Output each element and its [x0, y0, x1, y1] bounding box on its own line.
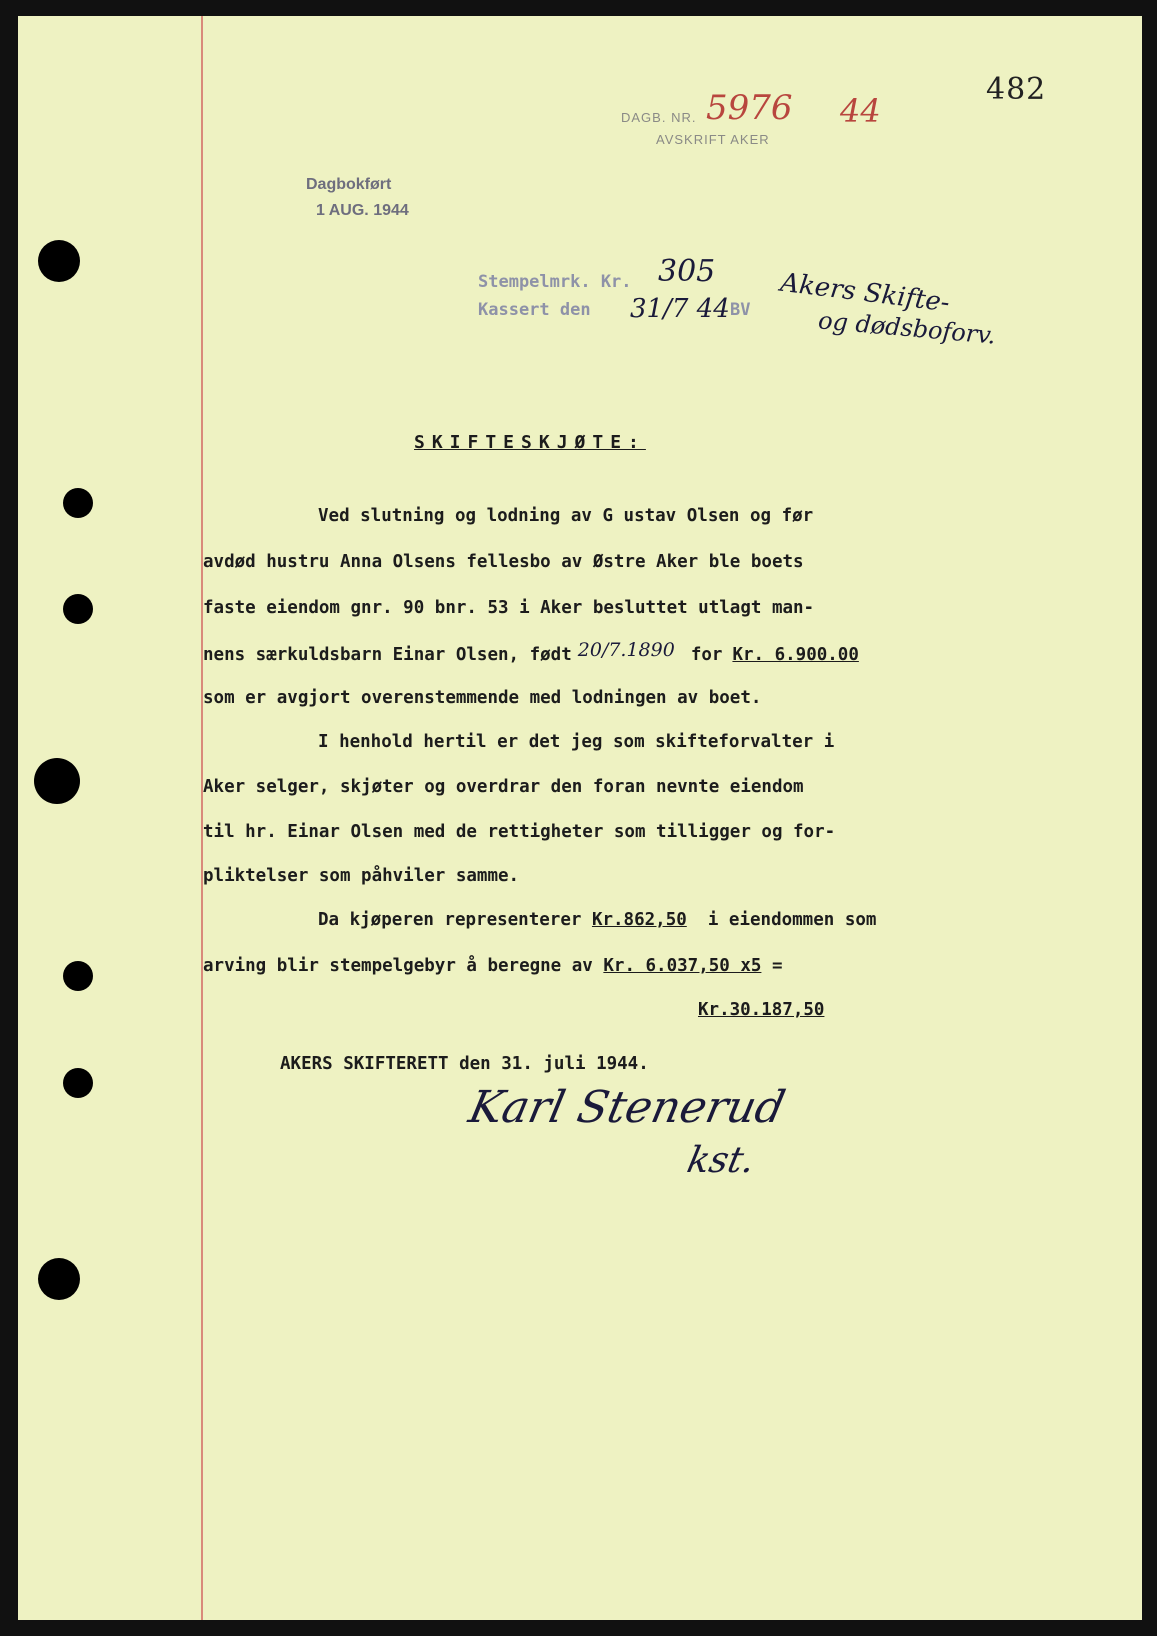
- received-stamp-date: 1 AUG. 1944: [316, 202, 409, 219]
- kassert-label: Kassert den: [478, 300, 591, 320]
- kassert-date: 31/7 44: [630, 294, 730, 324]
- kassert-initials: BV: [730, 300, 751, 320]
- closing-line: AKERS SKIFTERETT den 31. juli 1944.: [280, 1054, 649, 1074]
- punch-hole: [63, 488, 93, 518]
- body-line: I henhold hertil er det jeg som skifteforvalter i: [318, 732, 835, 752]
- body-line: faste eiendom gnr. 90 bnr. 53 i Aker besluttet utlagt man-: [203, 598, 815, 618]
- dagb-number: 5976: [706, 88, 793, 128]
- signature-title: kst.: [683, 1140, 759, 1181]
- body-text: arving blir stempelgebyr å beregne av: [203, 956, 593, 976]
- birth-date: 20/7.1890: [577, 639, 675, 661]
- stempel-label: Stempelmrk. Kr.: [478, 272, 632, 292]
- avskrift-stamp: AVSKRIFT AKER: [656, 132, 770, 147]
- punch-hole: [63, 961, 93, 991]
- stempel-note-line1: Akers Skifte-: [778, 267, 952, 319]
- body-line: avdød hustru Anna Olsens fellesbo av Østre Aker ble boets: [203, 552, 804, 572]
- body-line: til hr. Einar Olsen med de rettigheter som tilligger og for-: [203, 822, 836, 842]
- punch-hole: [34, 758, 80, 804]
- page-number: 482: [986, 72, 1047, 107]
- body-line: Aker selger, skjøter og overdrar den foran nevnte eiendom: [203, 777, 804, 797]
- dagb-year: 44: [840, 92, 881, 130]
- signature: Karl Stenerud: [464, 1082, 790, 1133]
- body-line: Ved slutning og lodning av G ustav Olsen og før: [318, 506, 814, 526]
- body-text: Da kjøperen representerer: [318, 910, 582, 930]
- document-page: [18, 16, 1142, 1620]
- stamp-fee-total: Kr.30.187,50: [698, 1000, 825, 1020]
- document-heading: SKIFTESKJØTE:: [414, 432, 646, 453]
- dagb-stamp-label: DAGB. NR.: [621, 110, 697, 125]
- body-line: [203, 639, 859, 665]
- body-line: [318, 910, 876, 930]
- share-amount: Kr.862,50: [591, 910, 687, 930]
- body-line: [203, 956, 783, 976]
- stempel-note-line2: og dødsboforv.: [817, 306, 997, 350]
- body-text: for: [690, 645, 723, 665]
- body-line: som er avgjort overenstemmende med lodningen av boet.: [203, 688, 762, 708]
- punch-hole: [63, 1068, 93, 1098]
- punch-hole: [38, 1258, 80, 1300]
- stamp-base-amount: Kr. 6.037,50 x5: [603, 956, 762, 976]
- purchase-amount: Kr. 6.900.00: [732, 645, 859, 665]
- body-line: pliktelser som påhviler samme.: [203, 866, 520, 886]
- margin-line: [201, 16, 203, 1620]
- stempel-value: 305: [658, 254, 716, 289]
- received-stamp-line1: Dagbokført: [306, 176, 392, 193]
- punch-hole: [63, 594, 93, 624]
- punch-hole: [38, 240, 80, 282]
- body-text: nens særkuldsbarn Einar Olsen, født: [203, 645, 572, 665]
- body-text: i eiendommen som: [707, 910, 877, 930]
- equals-sign: =: [771, 956, 783, 976]
